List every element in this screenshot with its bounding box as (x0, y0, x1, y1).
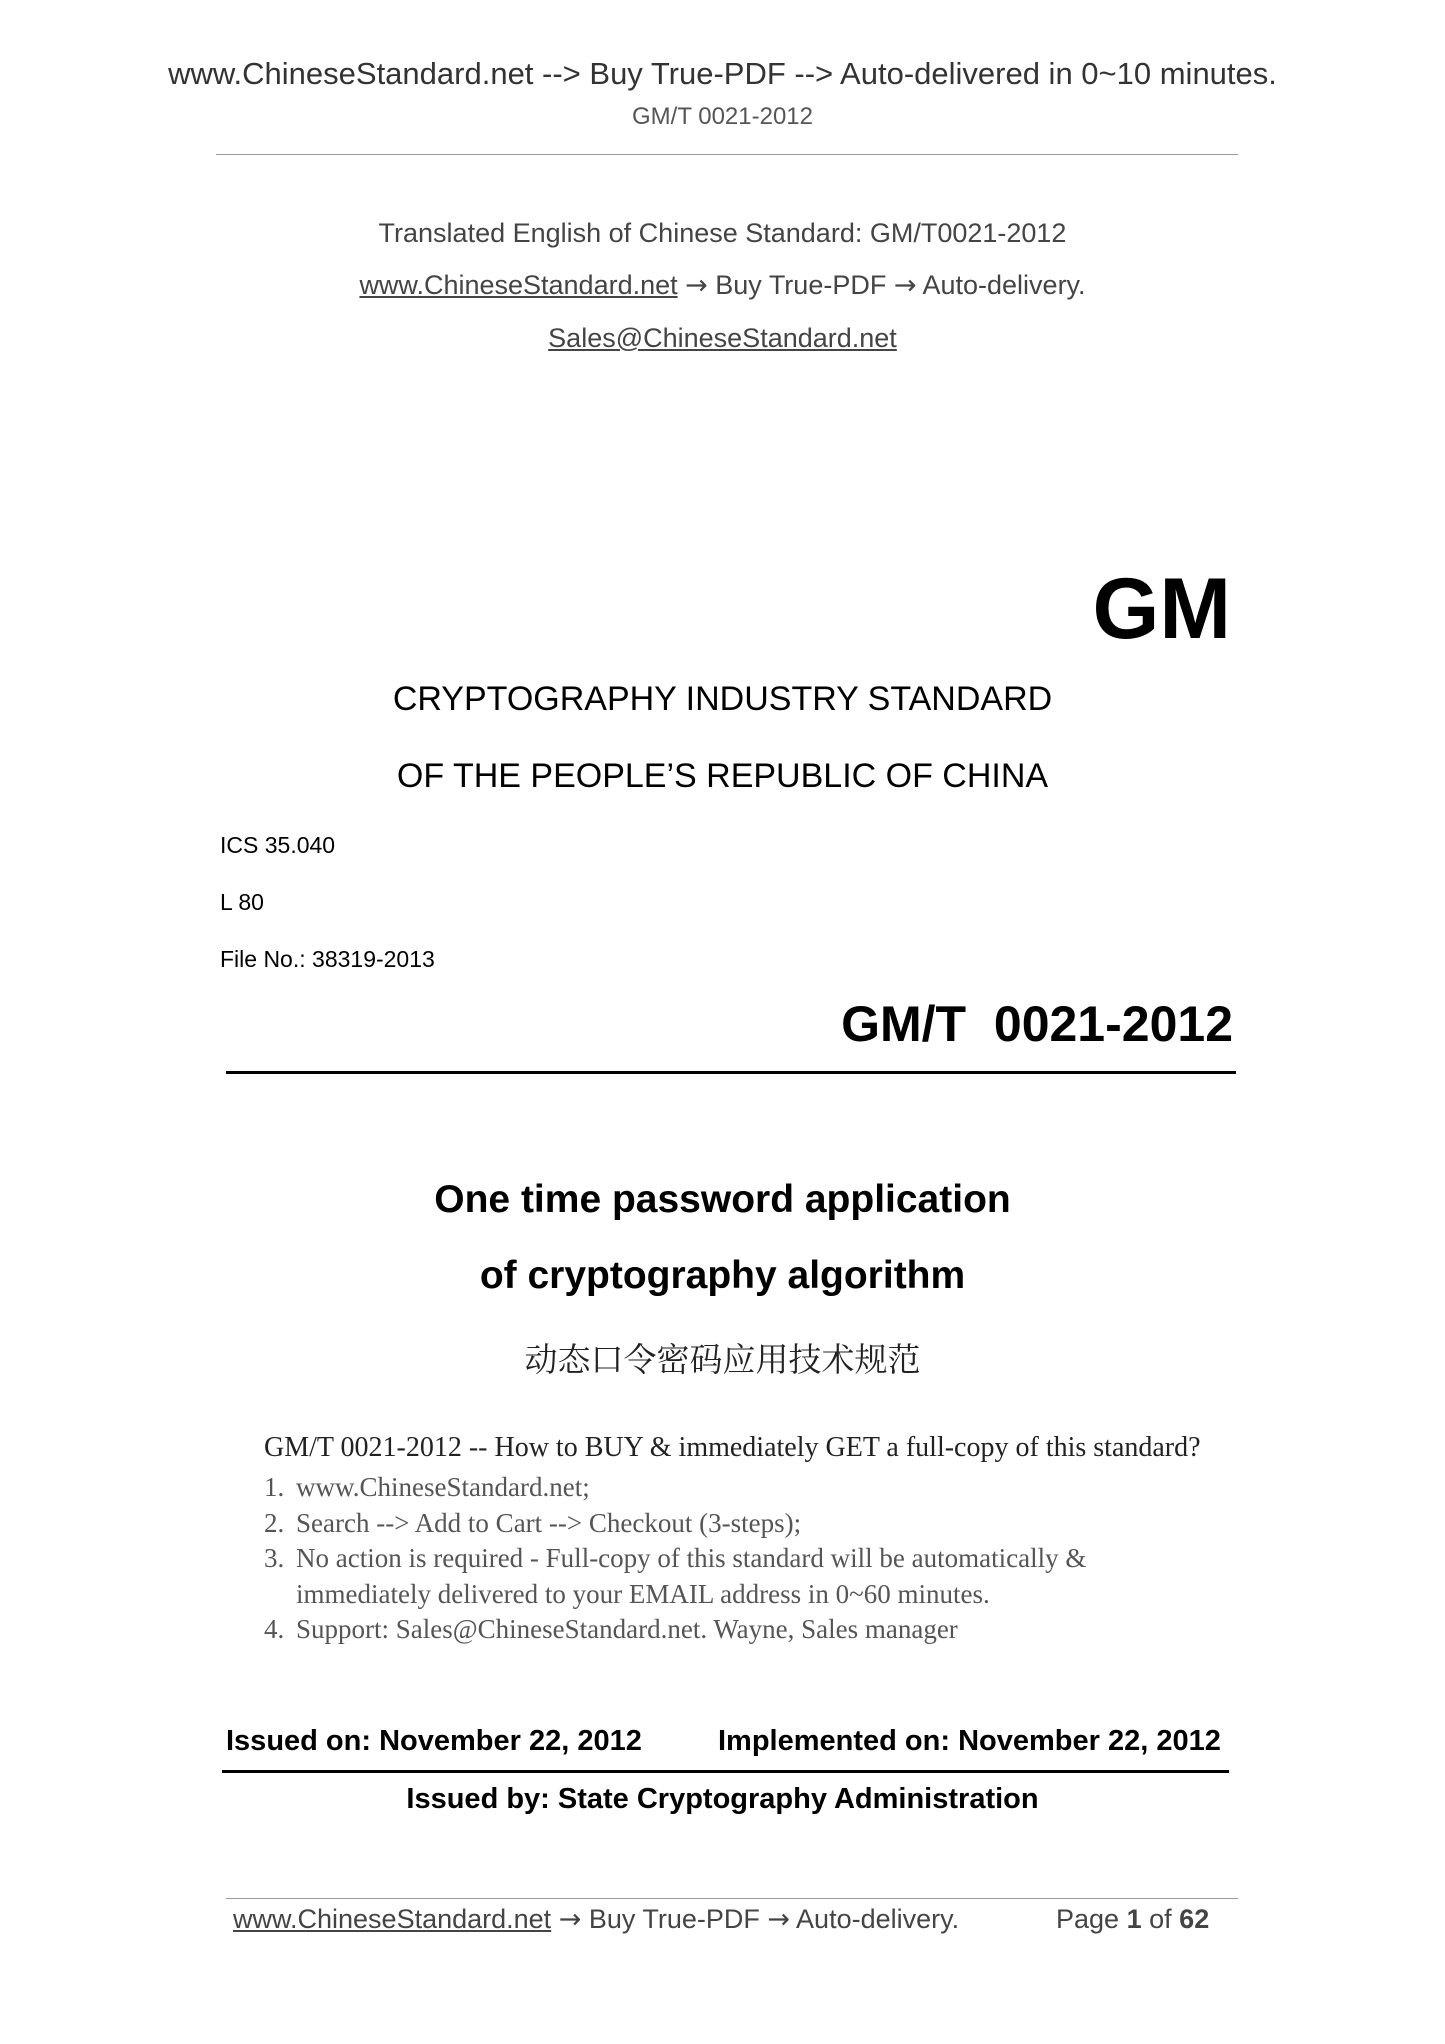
ccs-code: L 80 (220, 889, 264, 915)
sales-email-link[interactable]: Sales@ChineseStandard.net (548, 323, 897, 353)
standard-category-line1: CRYPTOGRAPHY INDUSTRY STANDARD (392, 680, 1053, 718)
gm-logo-text: GM (1092, 561, 1231, 657)
file-number: File No.: 38319-2013 (220, 946, 435, 972)
buy-text: Buy True-PDF (588, 1904, 760, 1934)
header-banner: www.ChineseStandard.net --> Buy True-PDF --> Auto-delivered in 0~10 minutes. (168, 56, 1277, 91)
document-title-chinese: 动态口令密码应用技术规范 (524, 1340, 921, 1379)
code-divider (226, 1071, 1236, 1074)
site-link[interactable]: www.ChineseStandard.net (359, 270, 678, 300)
arrow-right-icon: → (893, 270, 917, 301)
list-item: 1. www.ChineseStandard.net; (264, 1472, 590, 1502)
issuing-authority: Issued by: State Cryptography Administration (406, 1783, 1039, 1815)
translated-notice: Translated English of Chinese Standard: GM/T0021-2012 (378, 218, 1067, 248)
page-total: 62 (1179, 1904, 1210, 1934)
arrow-right-icon: → (685, 270, 708, 301)
implemented-on-date: Implemented on: November 22, 2012 (718, 1725, 1221, 1757)
buy-text: Buy True-PDF (715, 270, 887, 300)
standard-category-line2: OF THE PEOPLE’S REPUBLIC OF CHINA (396, 757, 1049, 795)
dates-divider (222, 1770, 1229, 1773)
howto-heading: GM/T 0021-2012 -- How to BUY & immediately GET a full-copy of this standard? (264, 1432, 1201, 1463)
list-item: 3. No action is required - Full-copy of this standard will be automatically & (264, 1543, 1087, 1573)
page-current: 1 (1126, 1904, 1142, 1934)
page-number: Page 1 of 62 (1056, 1904, 1210, 1934)
site-link[interactable]: www.ChineseStandard.net; (296, 1472, 590, 1502)
header-divider (216, 154, 1238, 155)
document-title-line1: One time password application (434, 1178, 1011, 1221)
list-item: immediately delivered to your EMAIL address in 0~60 minutes. (296, 1578, 990, 1609)
purchase-link-line (0, 270, 1445, 301)
footer-divider (226, 1898, 1238, 1899)
standard-code: GM/T 0021-2012 (841, 996, 1233, 1052)
footer-link-line (233, 1904, 959, 1935)
delivery-text: Auto-delivery. (922, 270, 1086, 300)
howto-list (264, 1470, 1086, 1648)
site-link[interactable]: www.ChineseStandard.net (233, 1904, 552, 1934)
issued-on-date: Issued on: November 22, 2012 (226, 1725, 642, 1757)
ics-code: ICS 35.040 (220, 832, 336, 858)
arrow-right-icon: → (767, 1904, 791, 1935)
list-item: 2. Search --> Add to Cart --> Checkout (3-steps); (264, 1507, 802, 1538)
delivery-text: Auto-delivery. (796, 1904, 960, 1934)
header-standard-code: GM/T 0021-2012 (632, 103, 813, 130)
document-title-line2: of cryptography algorithm (479, 1254, 966, 1297)
list-item: 4. Support: Sales@ChineseStandard.net. Wayne, Sales manager (264, 1614, 958, 1644)
arrow-right-icon: → (558, 1904, 582, 1935)
